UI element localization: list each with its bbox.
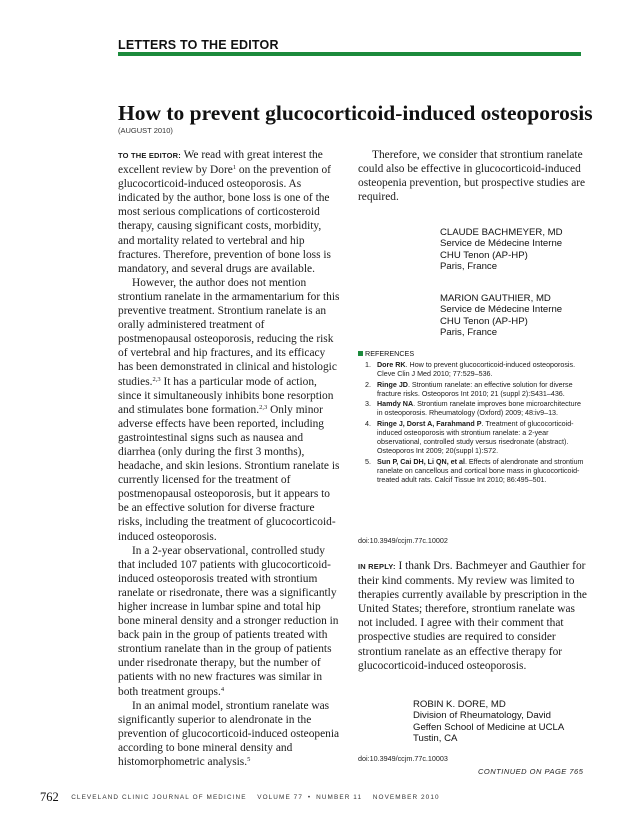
signature-name: ROBIN K. DORE, MD — [413, 699, 506, 710]
letter-text: We read with great interest the excellent review by Dore — [118, 149, 323, 177]
continued-on-page-note: CONTINUED ON PAGE 765 — [478, 767, 584, 776]
signature-location: Paris, France — [440, 327, 498, 339]
reference-text: . Effects of alendronate and strontium ranelate on cancellous and cortical bone mass in glucocorticoid-treated adult rats. Calcif Tissue Int 2010; 86:495–501. — [377, 457, 584, 485]
reference-number: 1. — [365, 361, 371, 369]
citation: 5 — [247, 756, 251, 764]
reference-authors: Hamdy NA — [377, 400, 414, 409]
signature-location: Paris, France — [440, 261, 498, 273]
reference-text: . How to prevent glucocorticoid-induced osteoporosis. Cleve Clin J Med 2010; 77:529–536. — [377, 361, 576, 379]
signature-bachmeyer — [440, 227, 563, 273]
reference-item — [358, 361, 588, 379]
reference-authors: Dore RK — [377, 361, 406, 369]
letter-paragraph-1 — [118, 148, 340, 276]
reference-authors: Ringe J, Dorst A, Farahmand P — [377, 420, 482, 429]
page-footer — [40, 788, 442, 806]
reference-number: 4. — [365, 420, 371, 429]
doi-letter: doi:10.3949/ccjm.77c.10002 — [358, 536, 448, 545]
letter-text: It has a particular mode of action, since it simultaneously inhibits bone resorption and stimulates bone formation. — [118, 375, 334, 416]
letter-text: Only minor adverse effects have been reported, including gastrointestinal signs such as nausea and diarrhea (only during the first 3 months), headache, and skin lesions. Strontium ranelate is currently licensed for the treatment of postmenopausal osteoporosis, but it appears to be an effective solution for diverse fracture risks, including the treatment of glucocorticoid-induced osteoporosis. — [118, 403, 340, 543]
citation: 2,3 — [152, 375, 161, 383]
letter-column-right — [358, 148, 590, 204]
footer-volume: VOLUME 77 — [257, 794, 303, 801]
signature-affiliation: Service de Médecine Interne — [440, 304, 563, 316]
signature-name: MARION GAUTHIER, MD — [440, 293, 551, 304]
signature-gauthier — [440, 293, 562, 339]
in-reply-label: IN REPLY: — [358, 562, 396, 571]
citation: 2,3 — [259, 403, 268, 411]
article-title: How to prevent glucocorticoid-induced osteoporosis — [118, 101, 593, 125]
letter-text: However, the author does not mention strontium ranelate in the armamentarium for this preventive treatment. Strontium ranelate is an orally administered treatment of postmenopausal osteoporosis, reducing the risk of vertebral and hip fractures, and its efficacy has been demonstrated in clinical and histologic studies. — [118, 276, 340, 388]
reference-item — [358, 458, 588, 485]
footer-number: NUMBER 11 — [316, 794, 363, 801]
section-label: LETTERS TO THE EDITOR — [118, 38, 279, 52]
signature-name: CLAUDE BACHMEYER, MD — [440, 227, 563, 238]
signature-affiliation: Service de Médecine Interne — [440, 238, 563, 250]
reference-text: . Strontium ranelate: an effective solution for diverse fracture risks. Osteoporos Int 2010; 21 (suppl 2):S431–436. — [377, 380, 573, 398]
reference-item — [358, 420, 588, 456]
section-rule — [118, 52, 581, 56]
footer-date: NOVEMBER 2010 — [372, 794, 440, 801]
article-date: (AUGUST 2010) — [118, 126, 173, 135]
references-heading-text: REFERENCES — [365, 349, 415, 358]
reference-text: . Treatment of glucocorticoid-induced osteoporosis with strontium ranelate: a 2-year observational, controlled study versus risedronate (abstract). Osteoporos Int 2009; 20(suppl 1):S72. — [377, 420, 574, 456]
signature-affiliation: CHU Tenon (AP-HP) — [440, 249, 528, 261]
reference-number: 5. — [365, 457, 371, 466]
reference-number: 2. — [365, 380, 371, 389]
square-bullet-icon — [358, 351, 363, 356]
signature-affiliation: CHU Tenon (AP-HP) — [440, 315, 528, 327]
reply-text: I thank Drs. Bachmeyer and Gauthier for their kind comments. My review was limited to therapies currently available by prescription in the United States; therefore, strontium ranelate was not included. I agree with their comment that prospective studies are required to consider strontium ranelate as an effective therapy for glucocorticoid-induced osteoporosis. — [358, 560, 587, 672]
references-heading — [358, 349, 414, 358]
reference-text: . Strontium ranelate improves bone microarchitecture in osteoporosis. Rheumatology (Oxford) 2009; 48:iv9–13. — [377, 400, 581, 418]
reply-paragraph — [358, 559, 590, 673]
signature-location: Tustin, CA — [413, 733, 458, 745]
letter-text: In a 2-year observational, controlled study that included 107 patients with glucocorticoid-induced osteoporosis treated with strontium ranelate or risedronate, there was a significantly higher increase in lumbar spine and total hip bone mineral density and a stronger reduction in back pain in the group of patients treated with strontium ranelate than in the group of patients under risedronate therapy, but the number of patients with no new fractures was similar in both treatment groups. — [118, 544, 339, 698]
signature-dore — [413, 699, 564, 745]
letter-text: In an animal model, strontium ranelate was significantly superior to alendronate in the prevention of glucocorticoid-induced osteopenia according to bone mineral density and histomorphometric analysis. — [118, 699, 340, 769]
citation: 4 — [220, 685, 225, 693]
signature-affiliation: Division of Rheumatology, David — [413, 710, 551, 722]
reply-column — [358, 559, 590, 673]
reference-authors: Ringe JD — [377, 380, 408, 389]
letter-paragraph-5: Therefore, we consider that strontium ranelate could also be effective in glucocorticoid-induced osteopenia prevention, but prospective studies are required. — [358, 149, 586, 204]
letter-paragraph-3 — [118, 544, 340, 699]
citation: 1 — [232, 164, 237, 172]
footer-bullet: • — [307, 794, 312, 801]
letter-column-left — [118, 148, 340, 769]
reference-item — [358, 400, 588, 418]
reference-item — [358, 381, 588, 399]
page-number: 762 — [40, 790, 59, 804]
letter-text: on the prevention of glucocorticoid-induced osteoporosis. As indicated by the author, bone loss is one of the most serious complications of corticosteroid therapy, causing significant costs, morbidity, and mortality related to vertebral and hip fractures. Therefore, prevention of bone loss is mandatory, and several drugs are available. — [118, 164, 331, 275]
references-list — [358, 361, 588, 487]
letter-paragraph-4 — [118, 699, 340, 769]
signature-affiliation: Geffen School of Medicine at UCLA — [413, 721, 565, 733]
footer-journal: CLEVELAND CLINIC JOURNAL OF MEDICINE — [71, 794, 247, 801]
doi-reply: doi:10.3949/ccjm.77c.10003 — [358, 754, 448, 763]
to-the-editor-label: TO THE EDITOR: — [118, 151, 181, 160]
reference-number: 3. — [365, 400, 371, 409]
reference-authors: Sun P, Cai DH, Li QN, et al — [377, 457, 465, 466]
footer-journal-info — [71, 794, 441, 801]
letter-paragraph-2 — [118, 276, 340, 544]
